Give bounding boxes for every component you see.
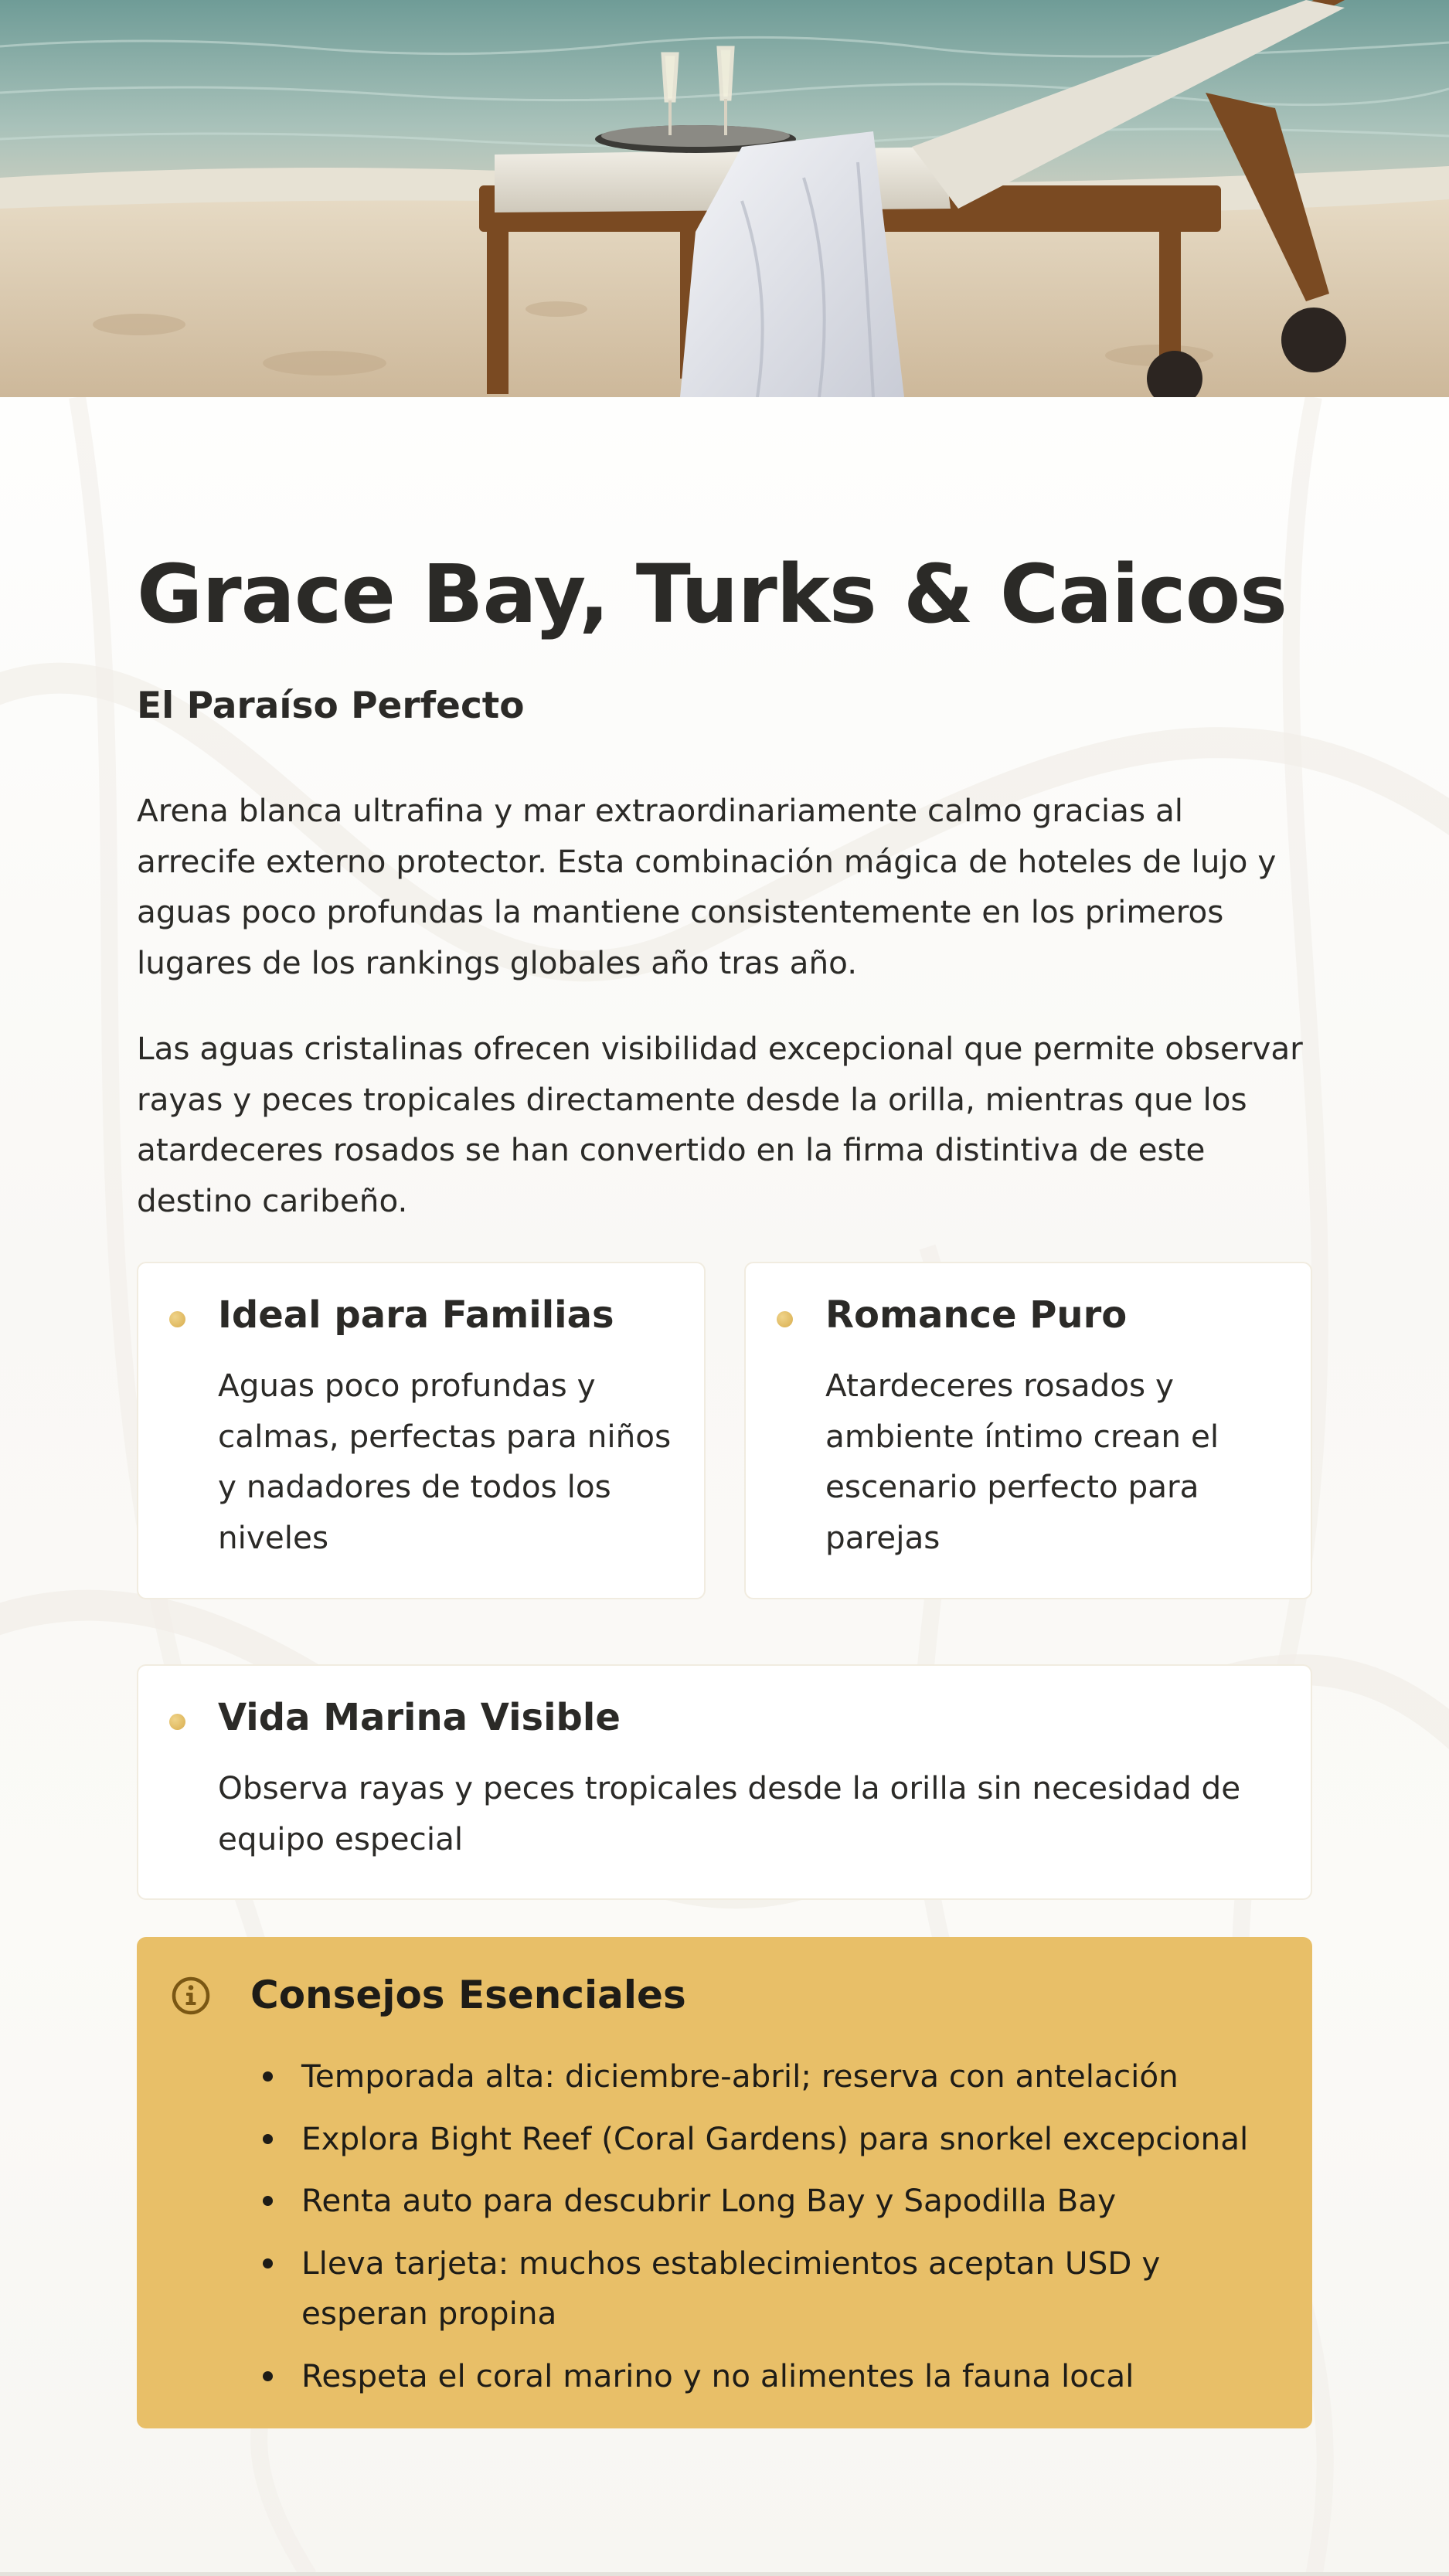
page-subtitle: El Paraíso Perfecto <box>137 685 525 727</box>
hero-image <box>0 0 1449 397</box>
feature-title: Vida Marina Visible <box>218 1696 621 1739</box>
tip-text: Renta auto para descubrir Long Bay y Sapodilla Bay <box>301 2182 1117 2219</box>
page-title: Grace Bay, Turks & Caicos <box>137 547 1287 641</box>
bullet-icon <box>263 2371 273 2381</box>
intro-paragraph: Arena blanca ultrafina y mar extraordinariamente calmo gracias al arrecife externo protector. Esta combinación mágica de hoteles de lujo y aguas poco profundas la mantiene consistentemente en los primeros lugares de los rankings globales año tras año. <box>137 792 1277 981</box>
feature-card-romance <box>744 1262 1312 1599</box>
gold-dot-icon <box>169 1311 185 1327</box>
tip-text: Lleva tarjeta: muchos establecimientos aceptan USD y esperan propina <box>301 2244 1161 2332</box>
beach-lounger-photo <box>0 0 1449 397</box>
tip-text: Temporada alta: diciembre-abril; reserva con antelación <box>301 2058 1179 2095</box>
tip-item <box>137 2114 1312 2165</box>
feature-title: Romance Puro <box>825 1293 1128 1337</box>
tip-item <box>137 2238 1312 2340</box>
tip-text: Respeta el coral marino y no alimentes la fauna local <box>301 2357 1134 2394</box>
tips-title: Consejos Esenciales <box>250 1973 686 2017</box>
bottom-divider <box>0 2572 1449 2576</box>
feature-card-families <box>137 1262 706 1599</box>
bullet-icon <box>263 2258 273 2268</box>
intro-paragraph: Las aguas cristalinas ofrecen visibilidad excepcional que permite observar rayas y peces tropicales directamente desde la orilla, mientras que los atardeceres rosados se han convertido en la firma distintiva de este destino caribeño. <box>137 1030 1303 1219</box>
tip-text: Explora Bight Reef (Coral Gardens) para snorkel excepcional <box>301 2119 1249 2157</box>
tip-item <box>137 2351 1312 2402</box>
tip-item <box>137 2051 1312 2102</box>
gold-dot-icon <box>169 1714 185 1730</box>
bullet-icon <box>263 2196 273 2206</box>
info-icon <box>171 1976 211 2016</box>
feature-description: Aguas poco profundas y calmas, perfectas para niños y nadadores de todos los niveles <box>218 1367 672 1556</box>
bullet-icon <box>263 2134 273 2144</box>
feature-description: Observa rayas y peces tropicales desde la orilla sin necesidad de equipo especial <box>218 1769 1241 1857</box>
tips-list <box>137 2051 1312 2413</box>
tip-item <box>137 2176 1312 2227</box>
feature-card-marine-life <box>137 1664 1312 1900</box>
tips-box <box>137 1937 1312 2428</box>
feature-title: Ideal para Familias <box>218 1293 614 1337</box>
gold-dot-icon <box>777 1311 793 1327</box>
bullet-icon <box>263 2071 273 2082</box>
feature-description: Atardeceres rosados y ambiente íntimo crean el escenario perfecto para parejas <box>825 1367 1219 1556</box>
